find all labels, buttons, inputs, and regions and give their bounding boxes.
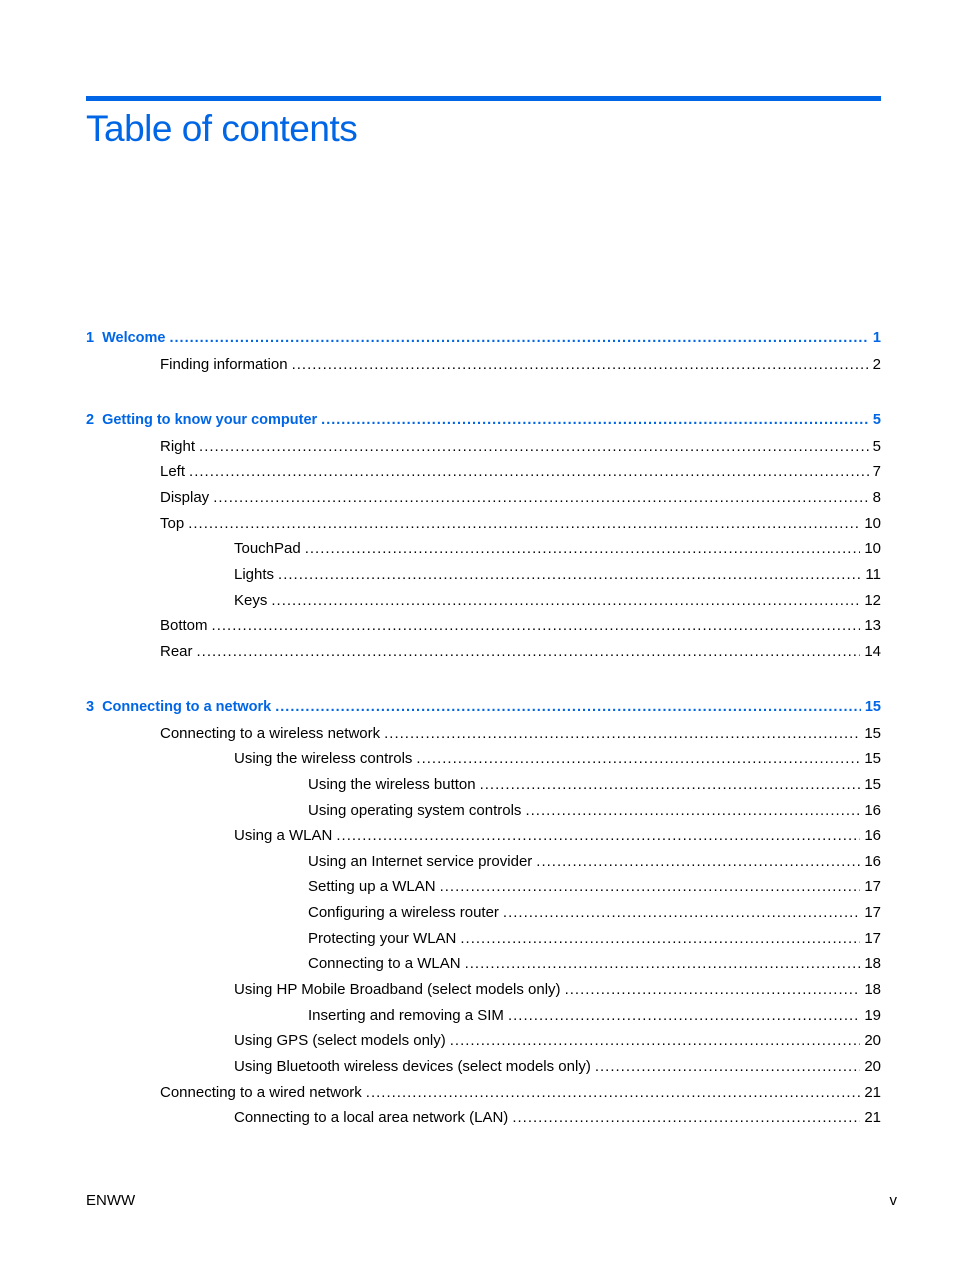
toc-dot-leader: [275, 696, 861, 718]
toc-page-number: 5: [872, 438, 881, 455]
toc-entry[interactable]: [308, 953, 881, 975]
toc-entry[interactable]: [308, 928, 881, 950]
toc-dot-leader: [525, 800, 860, 822]
toc-page-number: 2: [872, 356, 881, 373]
toc-entry[interactable]: [308, 902, 881, 924]
toc-dot-leader: [212, 615, 861, 637]
toc-entry[interactable]: [234, 590, 881, 612]
toc-chapter-number: 2: [86, 412, 95, 428]
toc-page-number: 16: [864, 827, 881, 844]
toc-entry[interactable]: [160, 436, 881, 458]
toc-entry[interactable]: [234, 1030, 881, 1052]
toc-page-number: 17: [864, 904, 881, 921]
toc-entry[interactable]: [160, 513, 881, 535]
toc-entry-label: Left: [160, 463, 186, 480]
toc-entry-label: Protecting your WLAN: [308, 930, 457, 947]
toc-entry-label: Configuring a wireless router: [308, 904, 499, 921]
toc-dot-leader: [169, 327, 868, 349]
toc-dot-leader: [336, 825, 860, 847]
toc-entry-label: Setting up a WLAN: [308, 878, 436, 895]
toc-page-number: 15: [864, 776, 881, 793]
toc-chapter-entry[interactable]: [86, 409, 881, 431]
toc-dot-leader: [197, 641, 861, 663]
toc-dot-leader: [189, 461, 869, 483]
toc-page-number: 20: [864, 1058, 881, 1075]
toc-entry[interactable]: [160, 461, 881, 483]
toc-dot-leader: [595, 1056, 860, 1078]
toc-entry-label: Using Bluetooth wireless devices (select models only): [234, 1058, 591, 1075]
toc-page-number: 17: [864, 930, 881, 947]
toc-page-number: 10: [864, 515, 881, 532]
toc-dot-leader: [188, 513, 860, 535]
toc-page-number: 20: [864, 1032, 881, 1049]
toc-dot-leader: [278, 564, 861, 586]
toc-page-number: 5: [872, 412, 881, 428]
toc-page-number: 7: [872, 463, 881, 480]
toc-dot-leader: [512, 1107, 860, 1129]
toc-entry-label: Right: [160, 438, 196, 455]
toc-page-number: 21: [864, 1109, 881, 1126]
toc-entry-label: Keys: [234, 592, 268, 609]
toc-page-number: 15: [864, 725, 881, 742]
toc-entry[interactable]: [308, 1005, 881, 1027]
toc-entry-label: Using a WLAN: [234, 827, 333, 844]
toc-entry-label: Connecting to a WLAN: [308, 955, 461, 972]
toc-entry[interactable]: [308, 851, 881, 873]
toc-entry-label: Connecting to a wireless network: [160, 725, 381, 742]
toc-entry[interactable]: [234, 1056, 881, 1078]
toc-entry-label: Connecting to a wired network: [160, 1084, 362, 1101]
toc-dot-leader: [508, 1005, 860, 1027]
toc-page-number: 19: [864, 1007, 881, 1024]
toc-page-number: 12: [864, 592, 881, 609]
toc-entry[interactable]: [160, 1082, 881, 1104]
toc-entry-label: Using HP Mobile Broadband (select models only): [234, 981, 561, 998]
toc-entry[interactable]: [308, 774, 881, 796]
toc-page-number: 18: [864, 955, 881, 972]
toc-page-number: 15: [864, 699, 881, 715]
toc-page-number: 16: [864, 853, 881, 870]
toc-dot-leader: [460, 928, 860, 950]
toc-dot-leader: [465, 953, 861, 975]
toc-entry-label: Bottom: [160, 617, 208, 634]
toc-entry[interactable]: [234, 825, 881, 847]
toc-entry-label: Top: [160, 515, 185, 532]
toc-entry[interactable]: [160, 641, 881, 663]
toc-entry-label: Lights: [234, 566, 275, 583]
toc-dot-leader: [565, 979, 861, 1001]
toc-entry-label: Using operating system controls: [308, 802, 522, 819]
toc-page-number: 17: [864, 878, 881, 895]
toc-entry-label: Rear: [160, 643, 193, 660]
toc-entry-label: Getting to know your computer: [102, 412, 318, 428]
toc-dot-leader: [503, 902, 860, 924]
toc-chapter-entry[interactable]: [86, 696, 881, 718]
toc-entry[interactable]: [234, 564, 881, 586]
toc-dot-leader: [321, 409, 869, 431]
toc-entry[interactable]: [308, 876, 881, 898]
toc-dot-leader: [440, 876, 861, 898]
toc-entry-label: Using GPS (select models only): [234, 1032, 446, 1049]
toc-page-number: 16: [864, 802, 881, 819]
toc-entry[interactable]: [234, 538, 881, 560]
toc-dot-leader: [292, 354, 869, 376]
toc-entry[interactable]: [308, 800, 881, 822]
toc-entry[interactable]: [160, 487, 881, 509]
page-title: Table of contents: [86, 108, 358, 149]
toc-dot-leader: [199, 436, 869, 458]
toc-entry-label: Using an Internet service provider: [308, 853, 533, 870]
toc-entry[interactable]: [234, 979, 881, 1001]
toc-entry-label: Connecting to a network: [102, 699, 272, 715]
toc-entry[interactable]: [160, 723, 881, 745]
toc-page-number: 15: [864, 750, 881, 767]
toc-page-number: 1: [872, 330, 881, 346]
toc-dot-leader: [416, 748, 860, 770]
toc-entry[interactable]: [160, 354, 881, 376]
footer-left: ENWW: [86, 1192, 136, 1209]
toc-entry-label: Display: [160, 489, 210, 506]
toc-dot-leader: [384, 723, 860, 745]
toc-dot-leader: [213, 487, 868, 509]
toc-page-number: 21: [864, 1084, 881, 1101]
toc-entry-label: Connecting to a local area network (LAN): [234, 1109, 509, 1126]
toc-dot-leader: [450, 1030, 861, 1052]
toc-chapter-number: 1: [86, 330, 95, 346]
toc-dot-leader: [536, 851, 860, 873]
toc-entry-label: Using the wireless button: [308, 776, 476, 793]
toc-dot-leader: [480, 774, 861, 796]
toc-entry-label: Welcome: [102, 330, 166, 346]
toc-page-number: 10: [864, 540, 881, 557]
toc-entry-label: Using the wireless controls: [234, 750, 413, 767]
toc-entry-label: Inserting and removing a SIM: [308, 1007, 504, 1024]
toc-entry[interactable]: [160, 615, 881, 637]
toc-page-number: 13: [864, 617, 881, 634]
footer-page-number: v: [889, 1192, 897, 1209]
toc-page-number: 18: [864, 981, 881, 998]
toc-page-number: 14: [864, 643, 881, 660]
toc-chapter-number: 3: [86, 699, 95, 715]
toc-dot-leader: [366, 1082, 861, 1104]
toc-entry[interactable]: [234, 748, 881, 770]
toc-chapter-entry[interactable]: [86, 327, 881, 349]
toc-dot-leader: [271, 590, 860, 612]
toc-page-number: 11: [865, 566, 881, 583]
toc-page-number: 8: [872, 489, 881, 506]
toc-entry[interactable]: [234, 1107, 881, 1129]
toc-entry-label: Finding information: [160, 356, 288, 373]
toc-dot-leader: [305, 538, 861, 560]
toc-entry-label: TouchPad: [234, 540, 301, 557]
